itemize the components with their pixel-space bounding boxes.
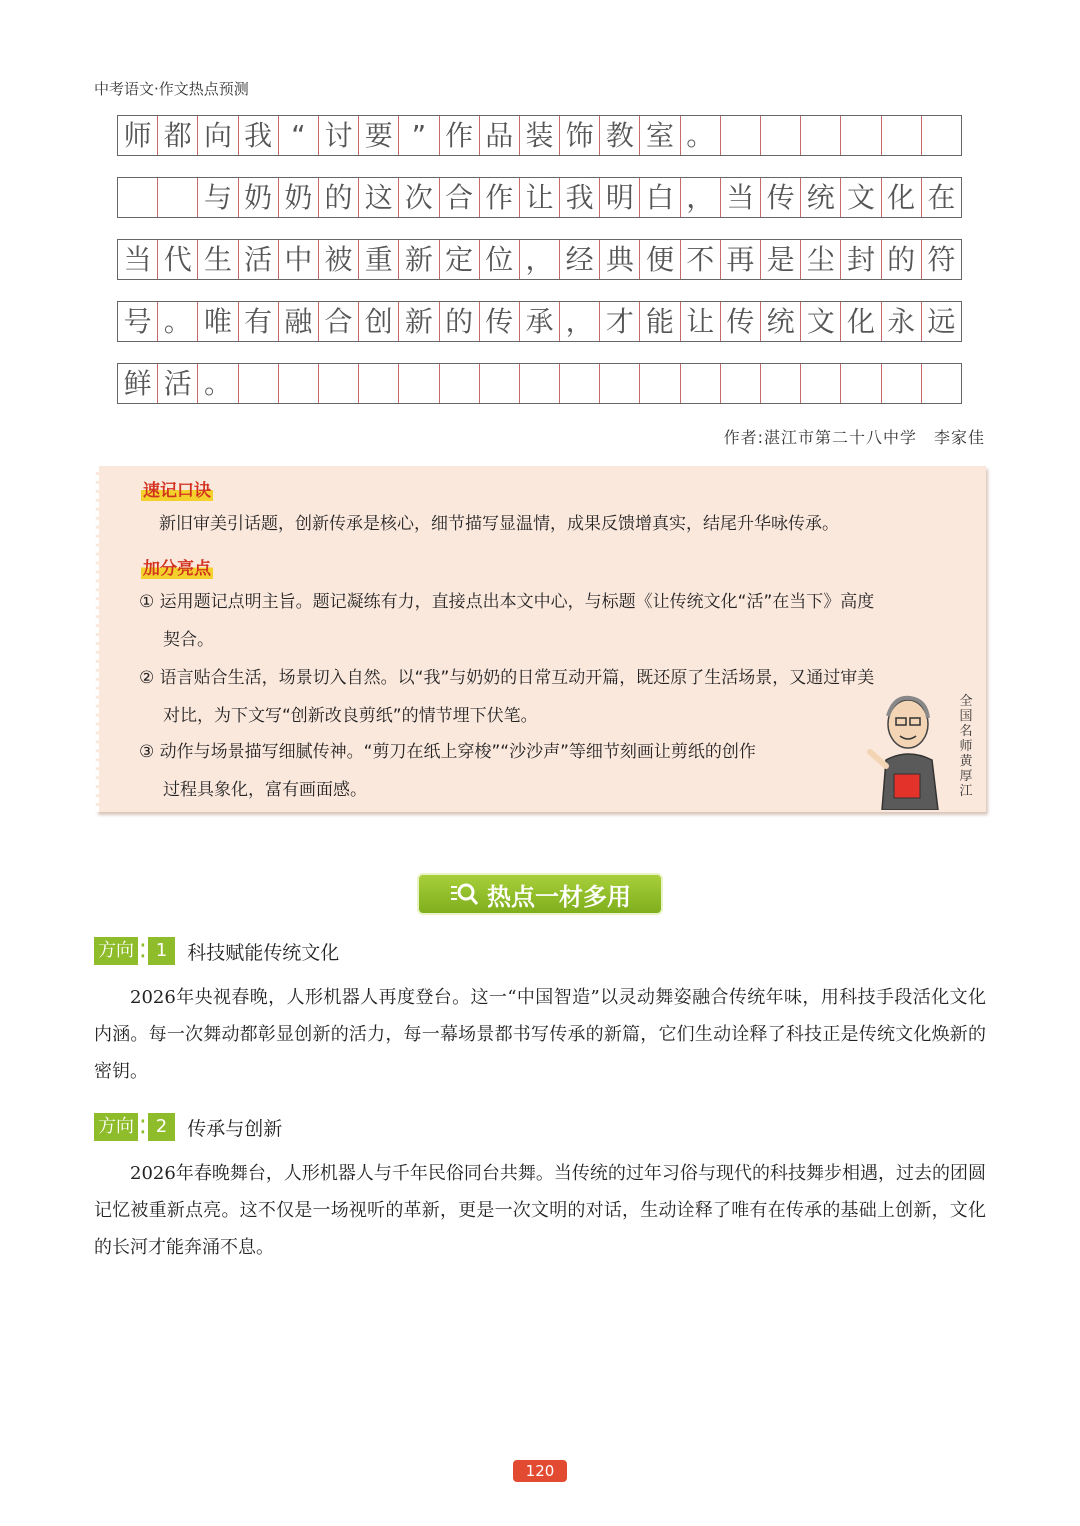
grid-cell: 鲜 [118, 364, 158, 403]
grid-cell [721, 364, 761, 403]
grid-cell: 便 [640, 240, 680, 279]
tips-box [96, 466, 986, 812]
grid-cell [922, 364, 961, 403]
grid-cell [922, 116, 961, 155]
grid-cell [640, 364, 680, 403]
grid-cell: 师 [118, 116, 158, 155]
grid-cell: 融 [279, 302, 319, 341]
grid-cell [239, 364, 279, 403]
grid-cell: 品 [480, 116, 520, 155]
grid-cell: 文 [801, 302, 841, 341]
grid-cell: 合 [319, 302, 359, 341]
grid-cell: 被 [319, 240, 359, 279]
direction-tag: 方向 [94, 1113, 138, 1141]
grid-cell [399, 364, 439, 403]
grid-cell: 让 [520, 178, 560, 217]
grid-cell [158, 178, 198, 217]
grid-cell [520, 364, 560, 403]
grid-cell: 生 [198, 240, 238, 279]
grid-cell [882, 364, 922, 403]
grid-cell [841, 364, 881, 403]
grid-cell [681, 364, 721, 403]
grid-cell [118, 178, 158, 217]
grid-cell: 是 [761, 240, 801, 279]
grid-cell: 与 [198, 178, 238, 217]
grid-cell: 永 [882, 302, 922, 341]
grid-cell: 我 [239, 116, 279, 155]
running-header: 中考语文·作文热点预测 [94, 80, 249, 98]
grid-cell: 新 [399, 302, 439, 341]
grid-cell: 代 [158, 240, 198, 279]
direction-title: 传承与创新 [187, 1117, 283, 1140]
grid-cell: 再 [721, 240, 761, 279]
grid-cell: 不 [681, 240, 721, 279]
grid-cell: 作 [480, 178, 520, 217]
grid-cell: 封 [841, 240, 881, 279]
grid-cell: 化 [841, 302, 881, 341]
teacher-caption: 全国名师黄厚江 [959, 694, 973, 799]
grid-cell: 活 [239, 240, 279, 279]
direction-1-heading [94, 937, 339, 965]
grid-cell: 饰 [560, 116, 600, 155]
direction-1-paragraph: 2026年央视春晚，人形机器人再度登台。这一“中国智造”以灵动舞姿融合传统年味，用科技手段活化文化内涵。每一次舞动都彰显创新的活力，每一幕场景都书写传承的新篇，它们生动诠释了科技正是传统文化焕新的密钥。 [94, 987, 986, 1082]
bonus-point-2: ② 语言贴合生活，场景切入自然。以“我”与奶奶的日常互动开篇，既还原了生活场景，又通过审美 [139, 668, 875, 688]
grid-cell [721, 116, 761, 155]
grid-cell: 当 [118, 240, 158, 279]
grid-cell [761, 116, 801, 155]
grid-cell: 讨 [319, 116, 359, 155]
grid-cell: 典 [600, 240, 640, 279]
bonus-point-3-cont: 过程具象化，富有画面感。 [163, 780, 367, 800]
grid-cell [560, 364, 600, 403]
grid-cell: 定 [440, 240, 480, 279]
bonus-point-1-cont: 契合。 [163, 630, 214, 650]
colon-icon: ⁚ [140, 1116, 146, 1138]
grid-cell: 要 [359, 116, 399, 155]
grid-cell: 重 [359, 240, 399, 279]
bonus-label: 加分亮点 [141, 554, 213, 579]
grid-cell [440, 364, 480, 403]
grid-cell [882, 116, 922, 155]
grid-cell: 奶 [279, 178, 319, 217]
grid-cell: 统 [801, 178, 841, 217]
grid-cell [319, 364, 359, 403]
grid-cell: 传 [761, 178, 801, 217]
grid-cell [480, 364, 520, 403]
grid-cell: 活 [158, 364, 198, 403]
grid-cell [359, 364, 399, 403]
grid-cell: 合 [440, 178, 480, 217]
grid-cell: 明 [600, 178, 640, 217]
grid-cell: ， [560, 302, 600, 341]
direction-2-heading [94, 1113, 282, 1141]
grid-cell [279, 364, 319, 403]
grid-cell: 白 [640, 178, 680, 217]
grid-cell: 经 [560, 240, 600, 279]
grid-cell: 号 [118, 302, 158, 341]
grid-cell: 教 [600, 116, 640, 155]
mnemonic-text: 新旧审美引话题，创新传承是核心，细节描写显温情，成果反馈增真实，结尾升华咏传承。 [159, 514, 839, 534]
hotspot-banner [417, 873, 663, 915]
grid-cell: 奶 [239, 178, 279, 217]
grid-cell [841, 116, 881, 155]
grid-cell: 我 [560, 178, 600, 217]
grid-cell: 有 [239, 302, 279, 341]
grid-cell: 符 [927, 242, 956, 276]
grid-cell: 创 [359, 302, 399, 341]
bonus-point-1: ① 运用题记点明主旨。题记凝练有力，直接点出本文中心，与标题《让传统文化“活”在当下》高度 [139, 592, 875, 612]
grid-row [117, 239, 962, 280]
direction-tag: 方向 [94, 937, 138, 965]
grid-cell [761, 364, 801, 403]
grid-cell: 新 [399, 240, 439, 279]
grid-cell: 当 [721, 178, 761, 217]
grid-cell: 都 [158, 116, 198, 155]
grid-cell: 作 [440, 116, 480, 155]
grid-cell: 文 [841, 178, 881, 217]
grid-cell: 统 [761, 302, 801, 341]
grid-row [117, 301, 962, 342]
grid-cell: 的 [319, 178, 359, 217]
colon-icon: ⁚ [140, 940, 146, 962]
page-number: 120 [513, 1460, 567, 1482]
grid-cell: 承 [520, 302, 560, 341]
direction-title: 科技赋能传统文化 [187, 941, 340, 964]
grid-cell: 传 [721, 302, 761, 341]
grid-row [117, 115, 962, 156]
grid-cell: 的 [882, 240, 922, 279]
grid-cell: ， [520, 240, 560, 279]
grid-cell [801, 116, 841, 155]
mnemonic-label: 速记口诀 [141, 476, 213, 501]
grid-cell: 装 [520, 116, 560, 155]
grid-cell: ， [681, 178, 721, 217]
grid-cell: 这 [359, 178, 399, 217]
grid-cell [801, 364, 841, 403]
grid-cell: 中 [279, 240, 319, 279]
bonus-point-3: ③ 动作与场景描写细腻传神。“剪刀在纸上穿梭”“沙沙声”等细节刻画让剪纸的创作 [139, 742, 756, 762]
grid-cell: 。 [198, 364, 238, 403]
grid-cell: 在 [927, 180, 956, 214]
grid-cell: 室 [640, 116, 680, 155]
direction-number: 2 [148, 1113, 175, 1141]
author-line: 作者:湛江市第二十八中学 李家佳 [723, 428, 985, 447]
bonus-point-2-cont: 对比，为下文写“创新改良剪纸”的情节埋下伏笔。 [163, 706, 538, 726]
banner-title: 热点一材多用 [487, 882, 631, 911]
grid-cell: 。 [681, 116, 721, 155]
grid-cell: 次 [399, 178, 439, 217]
teacher-portrait-icon [864, 690, 944, 810]
grid-cell: 的 [440, 302, 480, 341]
grid-cell: 向 [198, 116, 238, 155]
grid-row [117, 177, 962, 218]
grid-cell: 唯 [198, 302, 238, 341]
grid-cell: 尘 [801, 240, 841, 279]
grid-row [117, 363, 962, 404]
grid-cell: 位 [480, 240, 520, 279]
grid-cell: “ [279, 116, 319, 155]
grid-cell: 化 [882, 178, 922, 217]
grid-cell: 传 [480, 302, 520, 341]
grid-cell: 。 [158, 302, 198, 341]
grid-cell: 才 [600, 302, 640, 341]
grid-cell: 能 [640, 302, 680, 341]
direction-number: 1 [148, 937, 175, 965]
grid-cell: 远 [927, 304, 956, 338]
magnifier-icon [449, 881, 479, 907]
direction-2-paragraph: 2026年春晚舞台，人形机器人与千年民俗同台共舞。当传统的过年习俗与现代的科技舞步相遇，过去的团圆记忆被重新点亮。这不仅是一场视听的革新，更是一次文明的对话，生动诠释了唯有在传承的基础上创新，文化的长河才能奔涌不息。 [94, 1163, 986, 1258]
grid-cell [600, 364, 640, 403]
grid-cell: 让 [681, 302, 721, 341]
grid-cell: ” [399, 116, 439, 155]
